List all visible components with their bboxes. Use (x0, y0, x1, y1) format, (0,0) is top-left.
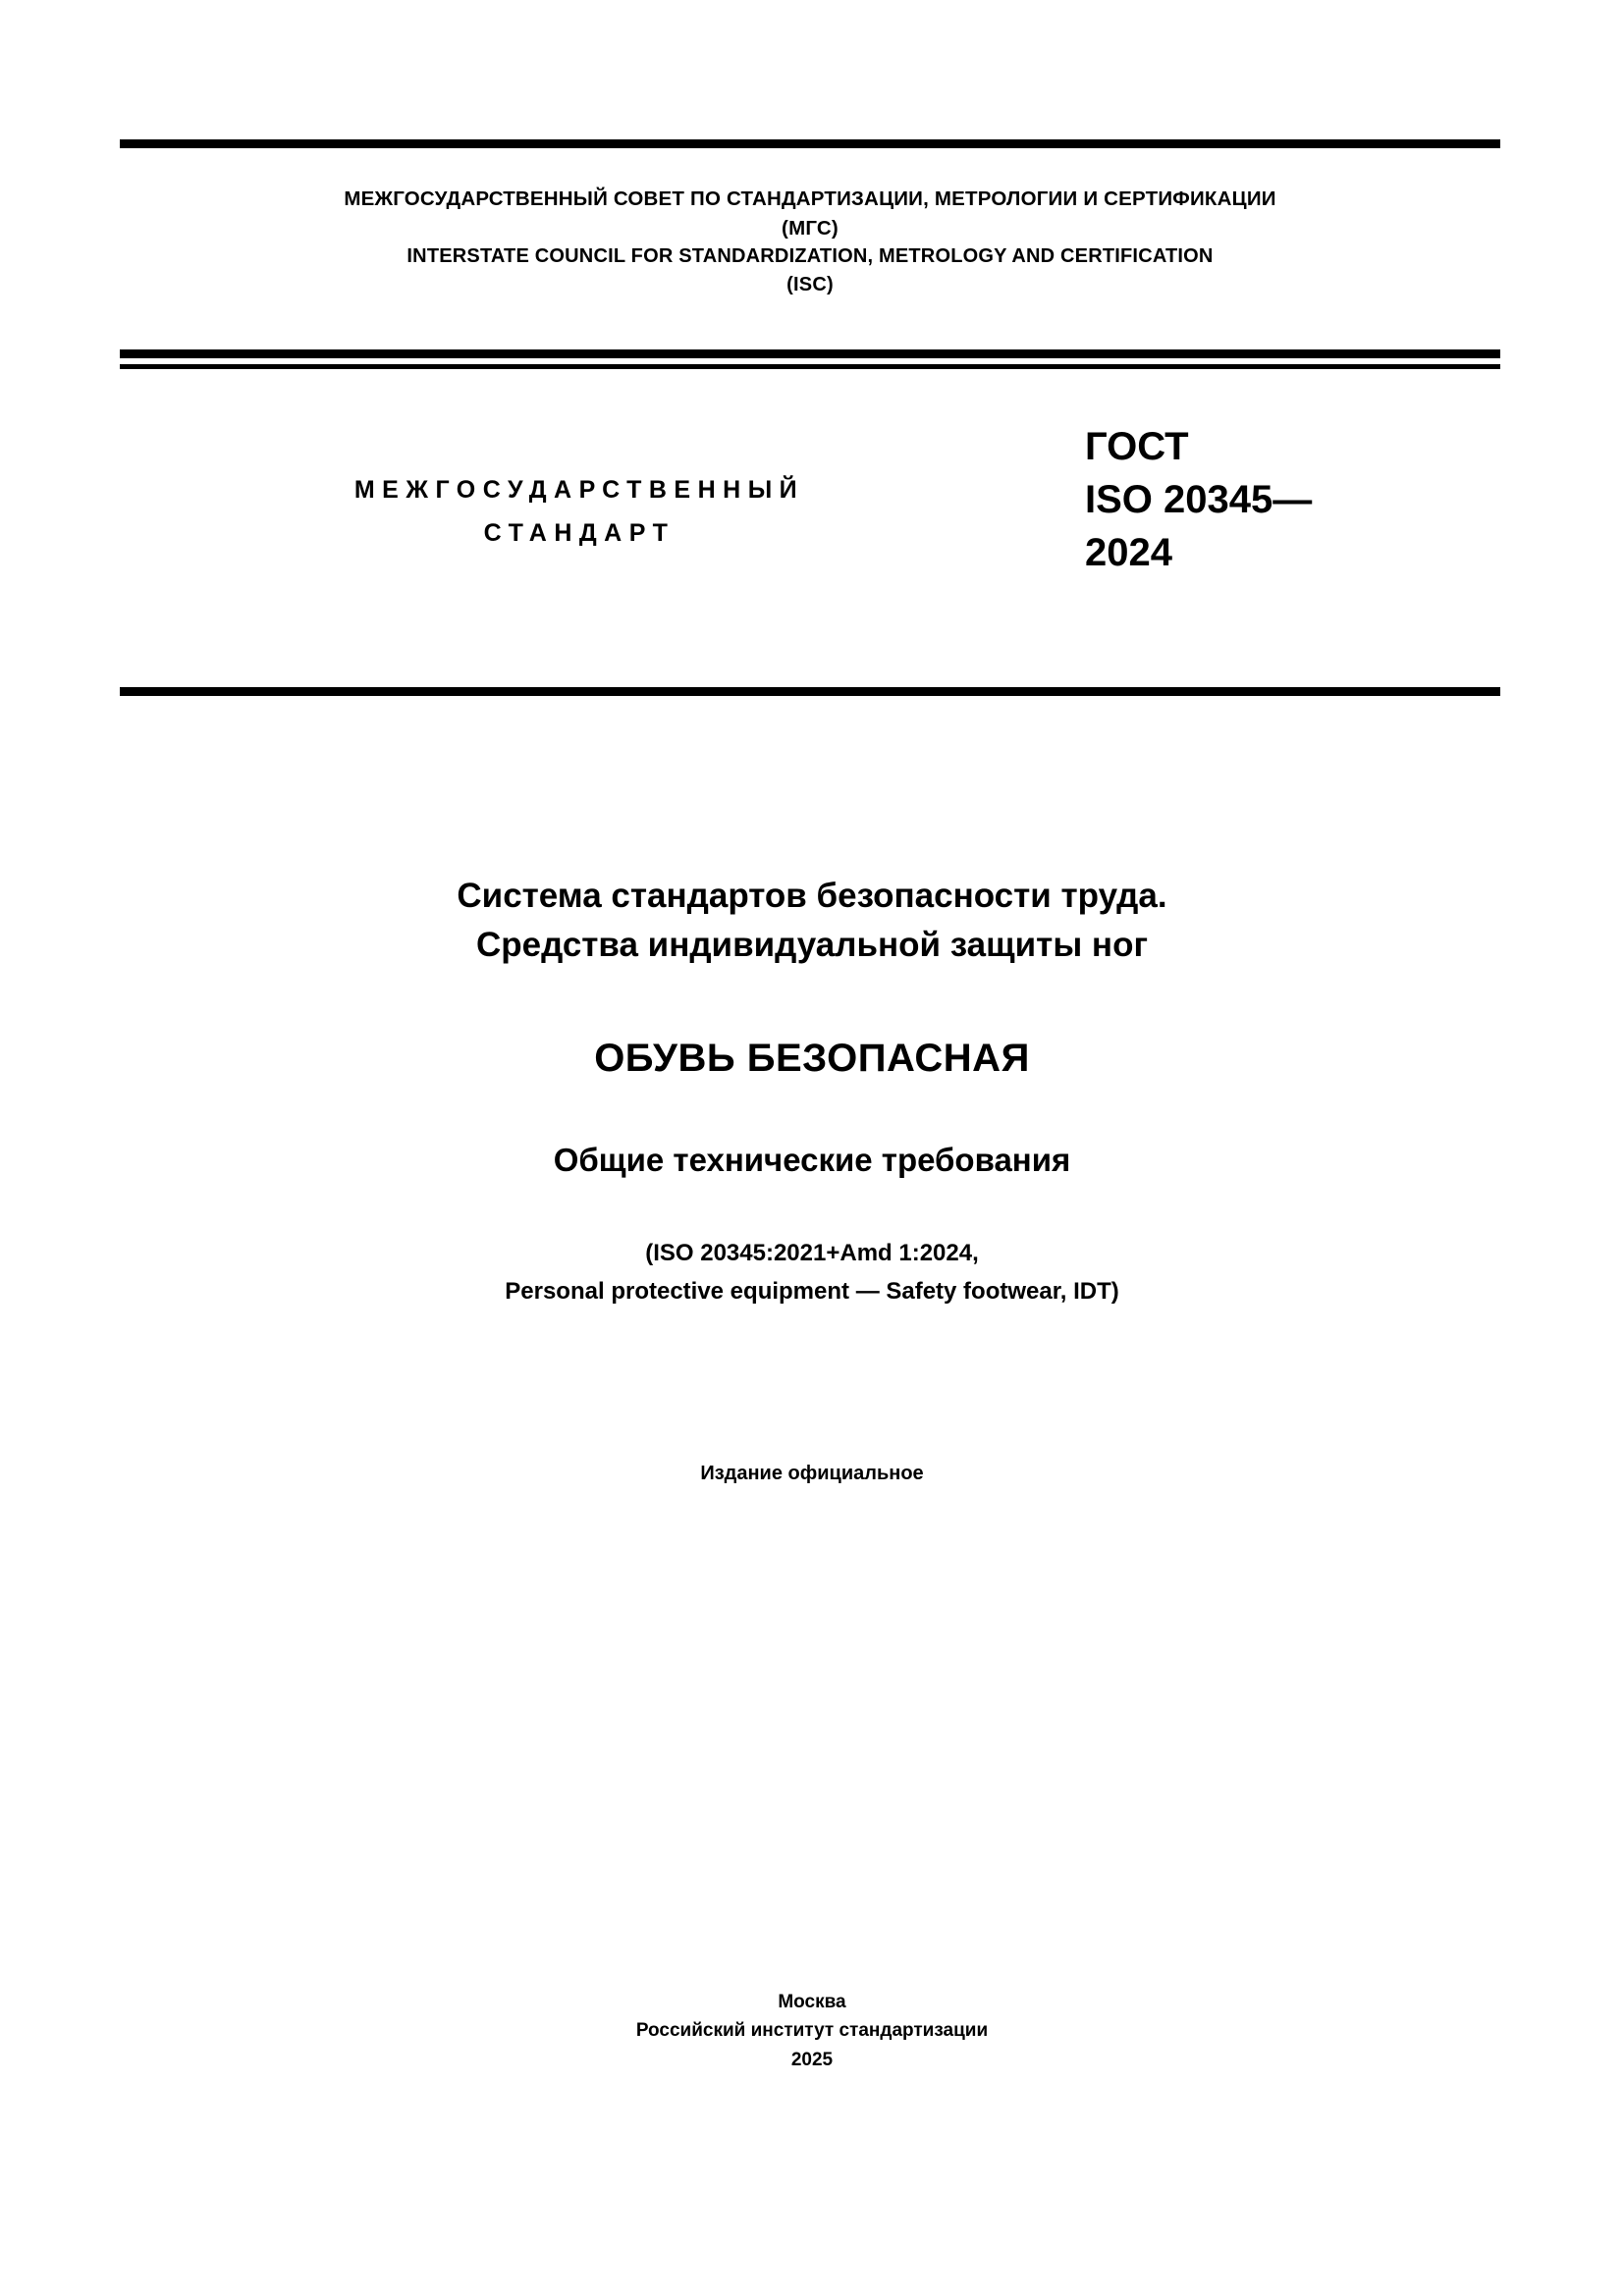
standard-type (236, 469, 923, 556)
imprint-publisher: Российский институт стандартизации (635, 2020, 989, 2042)
interstate-council-block (120, 185, 1500, 299)
council-en-line1: INTERSTATE COUNCIL FOR STANDARDIZATION, METROLOGY AND CERTIFICATION (406, 245, 1214, 268)
subtitle: Общие технические требования (553, 1142, 1071, 1178)
rule-thick-bottom (120, 687, 1500, 696)
imprint (196, 1988, 1428, 2074)
standard-number (1085, 420, 1507, 579)
designation-bottom-rule (120, 687, 1500, 696)
imprint-city: Москва (778, 1992, 846, 2012)
main-title: ОБУВЬ БЕЗОПАСНАЯ (594, 1037, 1030, 1080)
system-title (196, 872, 1428, 969)
imprint-year: 2025 (790, 2049, 834, 2070)
official-edition-note: Издание официальное (700, 1463, 924, 1484)
standard-type-line1: МЕЖГОСУДАРСТВЕННЫЙ (353, 476, 805, 504)
system-title-line1: Система стандартов безопасности труда. (457, 877, 1167, 915)
rule-thick-under-council (120, 349, 1500, 358)
iso-reference (196, 1235, 1428, 1311)
header-top-rules (120, 139, 1500, 148)
council-en-line2: (ISC) (786, 274, 834, 296)
rule-thick-top (120, 139, 1500, 148)
iso-reference-line2: Personal protective equipment — Safety footwear, IDT) (505, 1277, 1119, 1305)
standard-type-line2: СТАНДАРТ (483, 518, 676, 547)
standard-number-line1: ГОСТ (1085, 425, 1189, 468)
rule-thin-under-council (120, 364, 1500, 369)
standard-number-line3: 2024 (1085, 531, 1172, 574)
header-bottom-rules (120, 349, 1500, 369)
standard-number-line2: ISO 20345— (1085, 478, 1313, 521)
council-ru-line1: МЕЖГОСУДАРСТВЕННЫЙ СОВЕТ ПО СТАНДАРТИЗАЦИИ, МЕТРОЛОГИИ И СЕРТИФИКАЦИИ (344, 187, 1276, 210)
council-ru-line2: (МГС) (782, 216, 839, 240)
iso-reference-line1: (ISO 20345:2021+Amd 1:2024, (645, 1240, 979, 1266)
system-title-line2: Средства индивидуальной защиты ног (475, 925, 1149, 964)
